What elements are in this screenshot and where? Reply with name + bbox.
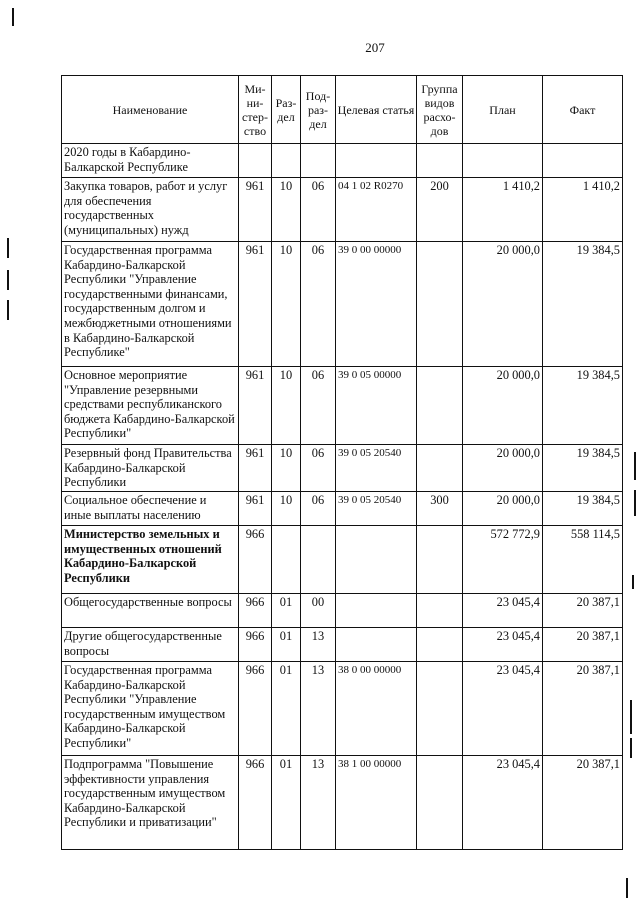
cell-fact: 19 384,5 xyxy=(543,367,623,445)
cell-ministry: 966 xyxy=(239,628,272,662)
cell-ministry: 961 xyxy=(239,178,272,242)
header-expense-group: Группа видов расхо-дов xyxy=(417,76,463,144)
scan-mark xyxy=(632,575,634,589)
header-target: Целевая статья xyxy=(336,76,417,144)
header-fact: Факт xyxy=(543,76,623,144)
cell-name: 2020 годы в Кабардино-Балкарской Республике xyxy=(62,144,239,178)
cell-group xyxy=(417,445,463,492)
cell-fact xyxy=(543,144,623,178)
cell-plan: 23 045,4 xyxy=(463,628,543,662)
cell-target xyxy=(336,594,417,628)
cell-subsection xyxy=(301,526,336,594)
cell-subsection: 13 xyxy=(301,756,336,850)
cell-section xyxy=(272,526,301,594)
cell-plan: 23 045,4 xyxy=(463,594,543,628)
cell-name: Общегосударственные вопросы xyxy=(62,594,239,628)
scan-mark xyxy=(634,490,636,516)
scan-mark xyxy=(12,8,14,26)
cell-subsection: 00 xyxy=(301,594,336,628)
cell-group: 200 xyxy=(417,178,463,242)
header-ministry: Ми-ни-стер-ство xyxy=(239,76,272,144)
cell-name: Резервный фонд Правительства Кабардино-Балкарской Республики xyxy=(62,445,239,492)
cell-plan: 20 000,0 xyxy=(463,242,543,367)
budget-table xyxy=(61,75,623,850)
header-section: Раз-дел xyxy=(272,76,301,144)
cell-target: 04 1 02 R0270 xyxy=(336,178,417,242)
cell-subsection: 13 xyxy=(301,662,336,756)
cell-target: 39 0 05 20540 xyxy=(336,445,417,492)
cell-name: Министерство земельных и имущественных отношений Кабардино-Балкарской Республики xyxy=(62,526,239,594)
cell-plan: 23 045,4 xyxy=(463,662,543,756)
cell-section: 01 xyxy=(272,594,301,628)
cell-ministry: 966 xyxy=(239,594,272,628)
cell-ministry: 961 xyxy=(239,242,272,367)
header-row xyxy=(62,76,623,144)
cell-section: 01 xyxy=(272,662,301,756)
cell-plan: 20 000,0 xyxy=(463,492,543,526)
header-subsection: Под-раз-дел xyxy=(301,76,336,144)
cell-subsection: 13 xyxy=(301,628,336,662)
table-row xyxy=(62,628,623,662)
cell-subsection: 06 xyxy=(301,178,336,242)
cell-plan: 20 000,0 xyxy=(463,367,543,445)
cell-name: Другие общегосударственные вопросы xyxy=(62,628,239,662)
cell-fact: 20 387,1 xyxy=(543,756,623,850)
cell-subsection xyxy=(301,144,336,178)
table-row xyxy=(62,756,623,850)
cell-subsection: 06 xyxy=(301,367,336,445)
scan-mark xyxy=(634,452,636,480)
cell-ministry: 966 xyxy=(239,526,272,594)
cell-group xyxy=(417,242,463,367)
cell-plan xyxy=(463,144,543,178)
cell-name: Подпрограмма "Повышение эффективности управления государственным имуществом Кабардино-Балкарской Республики и приватизации" xyxy=(62,756,239,850)
cell-subsection: 06 xyxy=(301,445,336,492)
page-number: 207 xyxy=(365,40,385,55)
header-name: Наименование xyxy=(62,76,239,144)
cell-ministry: 961 xyxy=(239,367,272,445)
header-plan: План xyxy=(463,76,543,144)
scan-mark xyxy=(7,300,9,320)
table-row xyxy=(62,594,623,628)
cell-plan: 572 772,9 xyxy=(463,526,543,594)
cell-name: Государственная программа Кабардино-Балкарской Республики "Управление государственными финансами, государственным долгом и межбюджетными отношениями в Кабардино-Балкарской Республике" xyxy=(62,242,239,367)
scan-mark xyxy=(7,238,9,258)
table-row xyxy=(62,178,623,242)
cell-target xyxy=(336,526,417,594)
cell-fact: 20 387,1 xyxy=(543,594,623,628)
cell-ministry: 966 xyxy=(239,662,272,756)
cell-section: 10 xyxy=(272,492,301,526)
cell-plan: 20 000,0 xyxy=(463,445,543,492)
cell-name: Основное мероприятие "Управление резервными средствами республиканского бюджета Кабардино-Балкарской Республики" xyxy=(62,367,239,445)
cell-fact: 558 114,5 xyxy=(543,526,623,594)
cell-group xyxy=(417,526,463,594)
cell-group: 300 xyxy=(417,492,463,526)
table-row xyxy=(62,367,623,445)
cell-subsection: 06 xyxy=(301,242,336,367)
cell-group xyxy=(417,628,463,662)
cell-section: 01 xyxy=(272,628,301,662)
cell-target xyxy=(336,628,417,662)
cell-target xyxy=(336,144,417,178)
cell-fact: 1 410,2 xyxy=(543,178,623,242)
cell-ministry: 966 xyxy=(239,756,272,850)
cell-section: 10 xyxy=(272,242,301,367)
cell-section: 01 xyxy=(272,756,301,850)
cell-fact: 20 387,1 xyxy=(543,662,623,756)
cell-section: 10 xyxy=(272,445,301,492)
cell-fact: 19 384,5 xyxy=(543,492,623,526)
cell-target: 38 0 00 00000 xyxy=(336,662,417,756)
scan-mark xyxy=(630,738,632,758)
scan-mark xyxy=(630,700,632,734)
cell-fact: 20 387,1 xyxy=(543,628,623,662)
cell-ministry xyxy=(239,144,272,178)
table-row xyxy=(62,445,623,492)
cell-section: 10 xyxy=(272,178,301,242)
cell-section xyxy=(272,144,301,178)
cell-name: Государственная программа Кабардино-Балкарской Республики "Управление государственным имуществом Кабардино-Балкарской Республики" xyxy=(62,662,239,756)
cell-fact: 19 384,5 xyxy=(543,242,623,367)
cell-name: Закупка товаров, работ и услуг для обеспечения государственных (муниципальных) нужд xyxy=(62,178,239,242)
table-row xyxy=(62,492,623,526)
scan-mark xyxy=(626,878,628,898)
cell-plan: 23 045,4 xyxy=(463,756,543,850)
cell-ministry: 961 xyxy=(239,445,272,492)
cell-target: 39 0 05 20540 xyxy=(336,492,417,526)
cell-group xyxy=(417,144,463,178)
cell-subsection: 06 xyxy=(301,492,336,526)
cell-group xyxy=(417,756,463,850)
cell-group xyxy=(417,367,463,445)
table-row xyxy=(62,662,623,756)
cell-group xyxy=(417,594,463,628)
cell-section: 10 xyxy=(272,367,301,445)
scan-mark xyxy=(7,270,9,290)
cell-target: 39 0 00 00000 xyxy=(336,242,417,367)
table-row xyxy=(62,242,623,367)
cell-fact: 19 384,5 xyxy=(543,445,623,492)
cell-target: 39 0 05 00000 xyxy=(336,367,417,445)
cell-name: Социальное обеспечение и иные выплаты населению xyxy=(62,492,239,526)
cell-ministry: 961 xyxy=(239,492,272,526)
cell-group xyxy=(417,662,463,756)
table-row xyxy=(62,526,623,594)
cell-plan: 1 410,2 xyxy=(463,178,543,242)
table-row xyxy=(62,144,623,178)
cell-target: 38 1 00 00000 xyxy=(336,756,417,850)
